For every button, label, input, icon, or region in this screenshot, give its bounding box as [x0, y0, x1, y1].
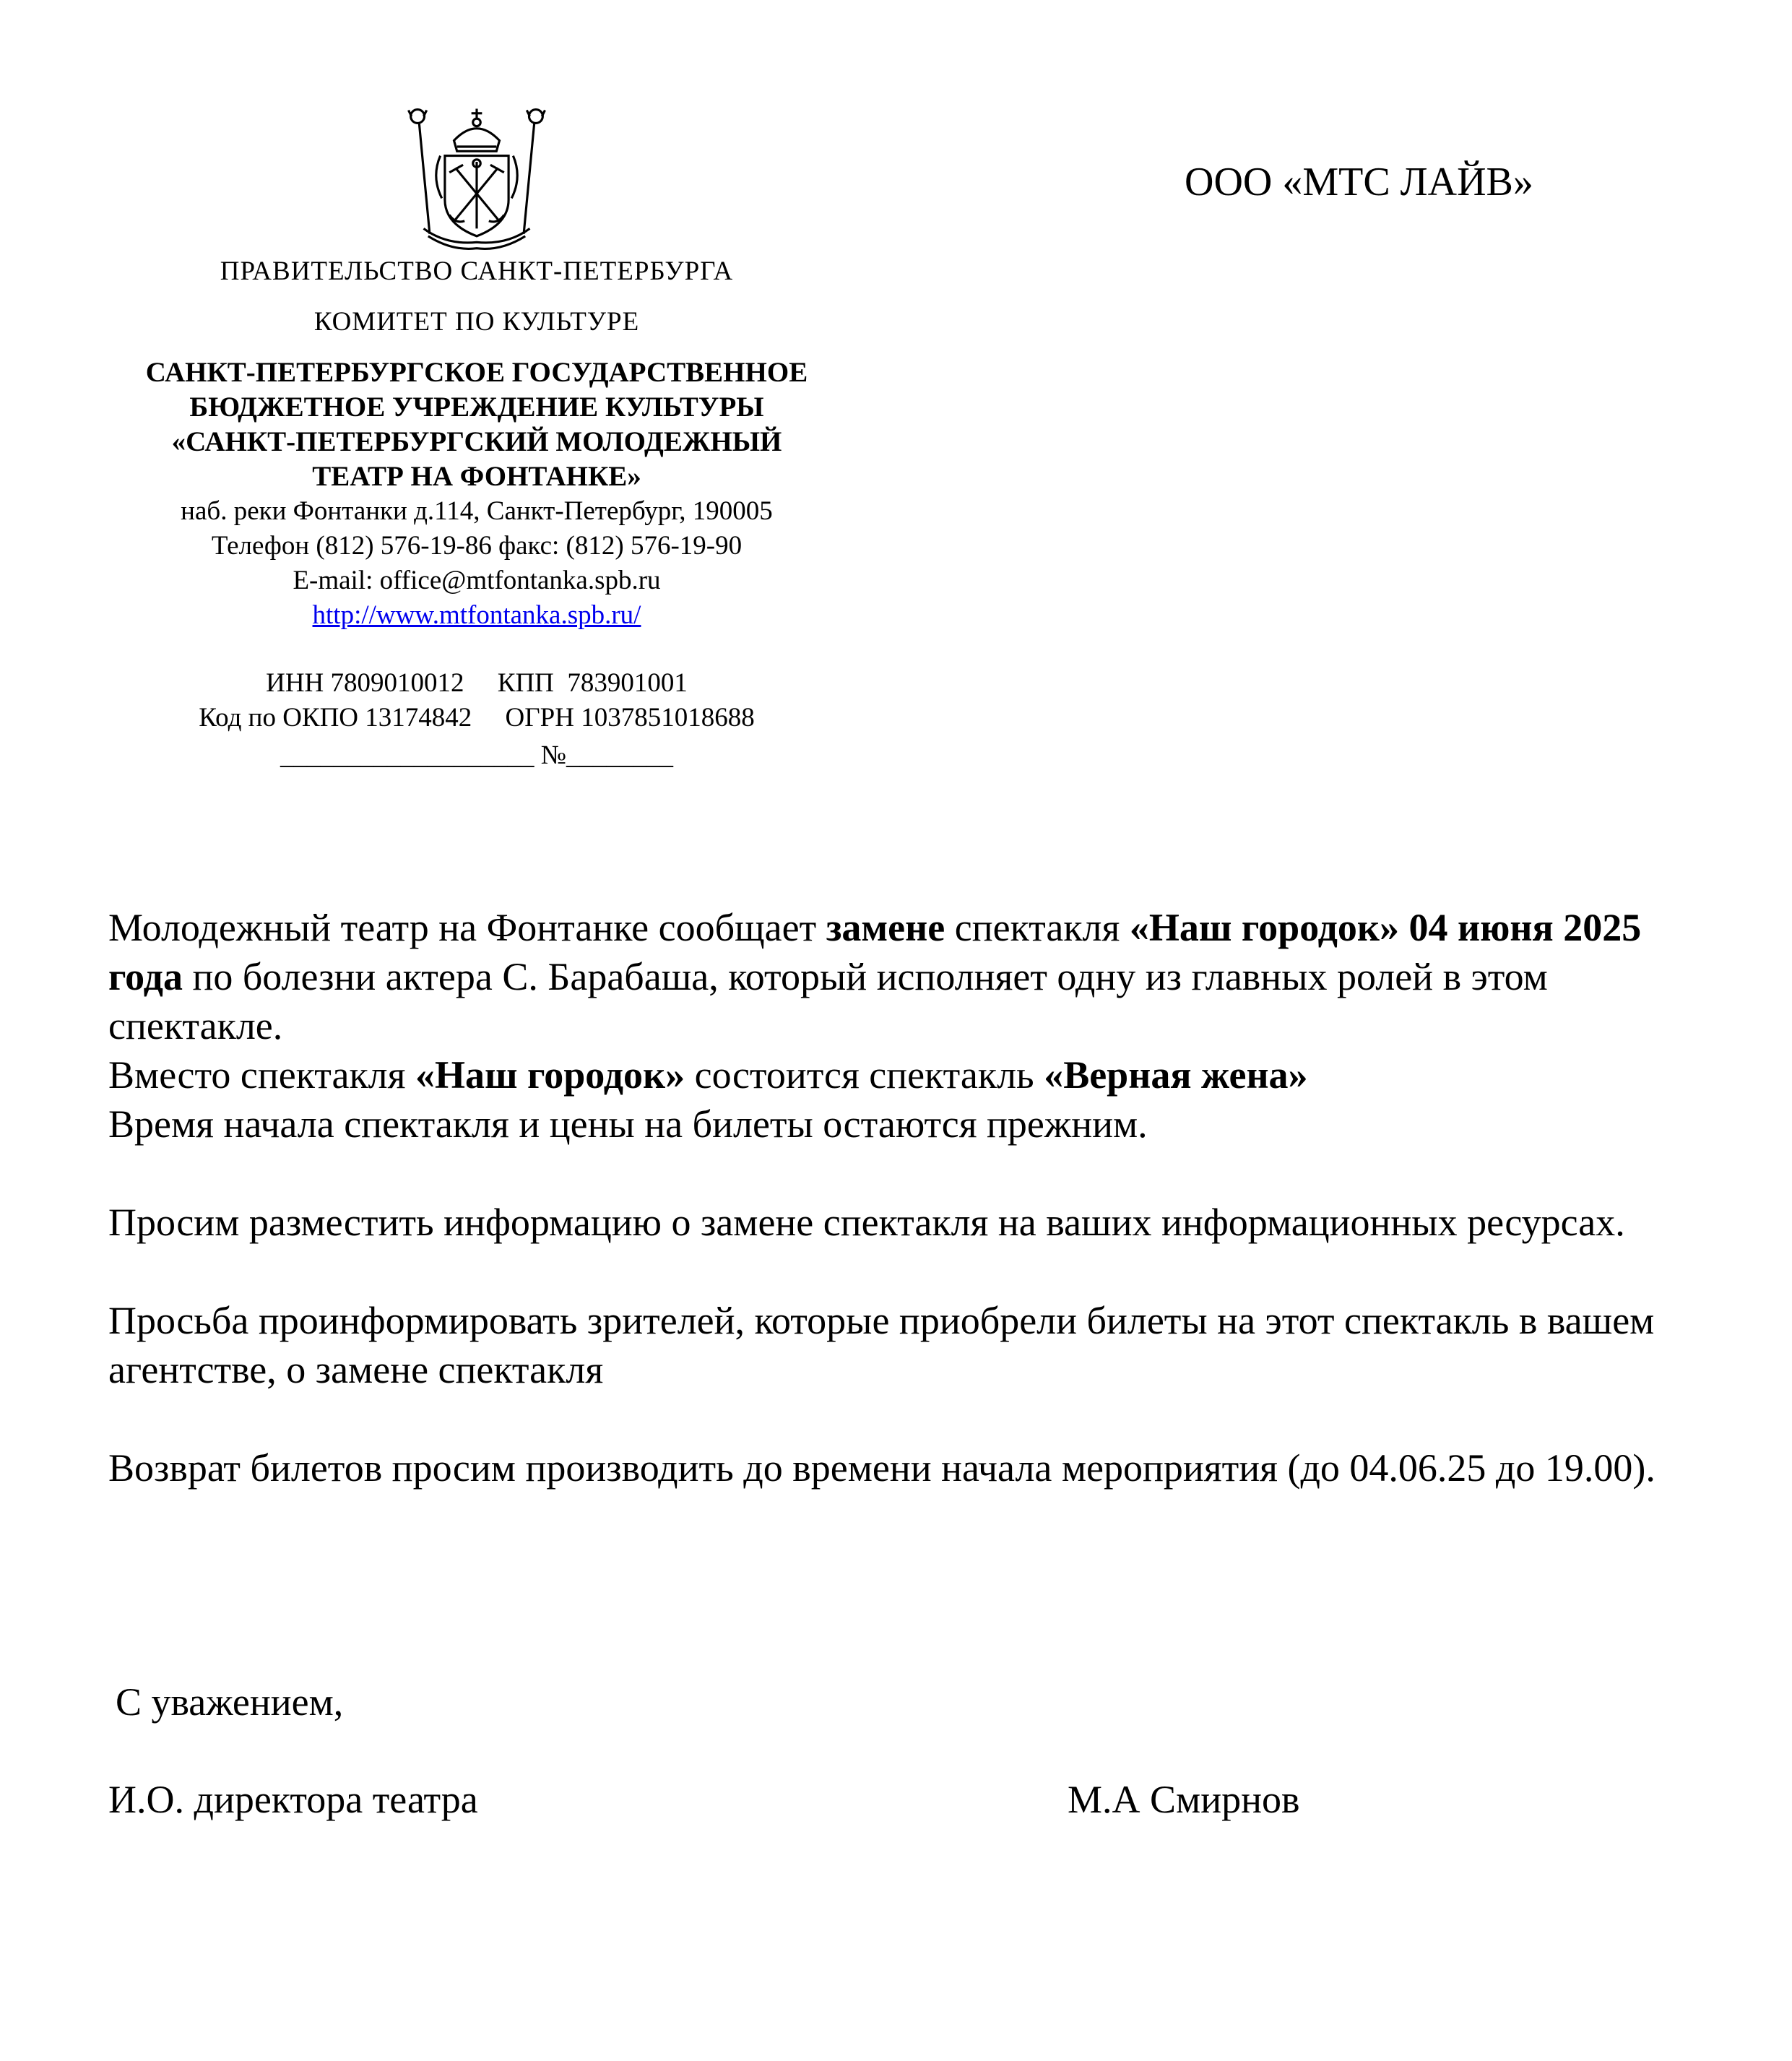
text-run: состоится спектакль — [685, 1053, 1044, 1097]
okpo-ogrn: Код по ОКПО 13174842 ОГРН 1037851018688 — [199, 703, 755, 733]
paragraph-ticket-refund: Возврат билетов просим производить до времени начала мероприятия (до 04.06.25 до 19.00). — [108, 1446, 1655, 1490]
text-run: по болезни актера С. Барабаша, который исполняет одну из главных ролей в этом спектакле. — [108, 955, 1548, 1047]
paragraph-inform-viewers: Просьба проинформировать зрителей, которые приобрели билеты на этот спектакль в вашем агентстве, о замене спектакля — [108, 1299, 1655, 1391]
website-link[interactable]: http://www.mtfontanka.spb.ru/ — [312, 600, 641, 630]
bold-text-run: «Наш городок» 04 июня 2025 года — [108, 906, 1642, 998]
bold-text-run: «Наш городок» — [415, 1053, 685, 1097]
letter-body — [108, 903, 1690, 1492]
letterhead — [101, 101, 852, 773]
organization-name-line: САНКТ-ПЕТЕРБУРГСКОЕ ГОСУДАРСТВЕННОЕ — [145, 357, 808, 388]
organization-name-line: БЮДЖЕТНОЕ УЧРЕЖДЕНИЕ КУЛЬТУРЫ — [189, 392, 764, 423]
organization-name-line: ТЕАТР НА ФОНТАНКЕ» — [312, 461, 641, 492]
recipient: ООО «МТС ЛАЙВ» — [1185, 160, 1533, 204]
government-name: ПРАВИТЕЛЬСТВО САНКТ-ПЕТЕРБУРГА — [220, 256, 734, 286]
closing-salutation: С уважением, — [116, 1680, 344, 1724]
signatory-name: М.А Смирнов — [1068, 1778, 1300, 1821]
text-run: спектакля — [945, 906, 1130, 949]
paragraph-publish-request: Просим разместить информацию о замене спектакля на ваших информационных ресурсах. — [108, 1201, 1625, 1244]
paragraph-replacement-notice — [108, 903, 1690, 1050]
address: наб. реки Фонтанки д.114, Санкт-Петербург, 190005 — [181, 496, 773, 526]
inn-kpp: ИНН 7809010012 КПП 783901001 — [266, 668, 688, 698]
bold-text-run: «Верная жена» — [1044, 1053, 1308, 1097]
paragraph-substitute-show — [108, 1050, 1690, 1099]
text-run: Вместо спектакля — [108, 1053, 415, 1097]
phone-fax: Телефон (812) 576-19-86 факс: (812) 576-19-90 — [211, 531, 743, 561]
outgoing-number-line: ___________________ №________ — [280, 740, 674, 770]
organization-name — [101, 355, 852, 494]
signatory-title: И.О. директора театра — [108, 1778, 478, 1821]
saint-petersburg-coat-of-arms-icon — [401, 101, 553, 253]
email: E-mail: office@mtfontanka.spb.ru — [293, 566, 661, 595]
committee-name: КОМИТЕТ ПО КУЛЬТУРЕ — [313, 307, 640, 337]
paragraph-time-prices: Время начала спектакля и цены на билеты остаются прежним. — [108, 1102, 1148, 1146]
bold-text-run: замене — [826, 906, 945, 949]
requisites — [101, 666, 852, 773]
text-run: Молодежный театр на Фонтанке сообщает — [108, 906, 826, 949]
organization-name-line: «САНКТ-ПЕТЕРБУРГСКИЙ МОЛОДЕЖНЫЙ — [171, 426, 782, 457]
